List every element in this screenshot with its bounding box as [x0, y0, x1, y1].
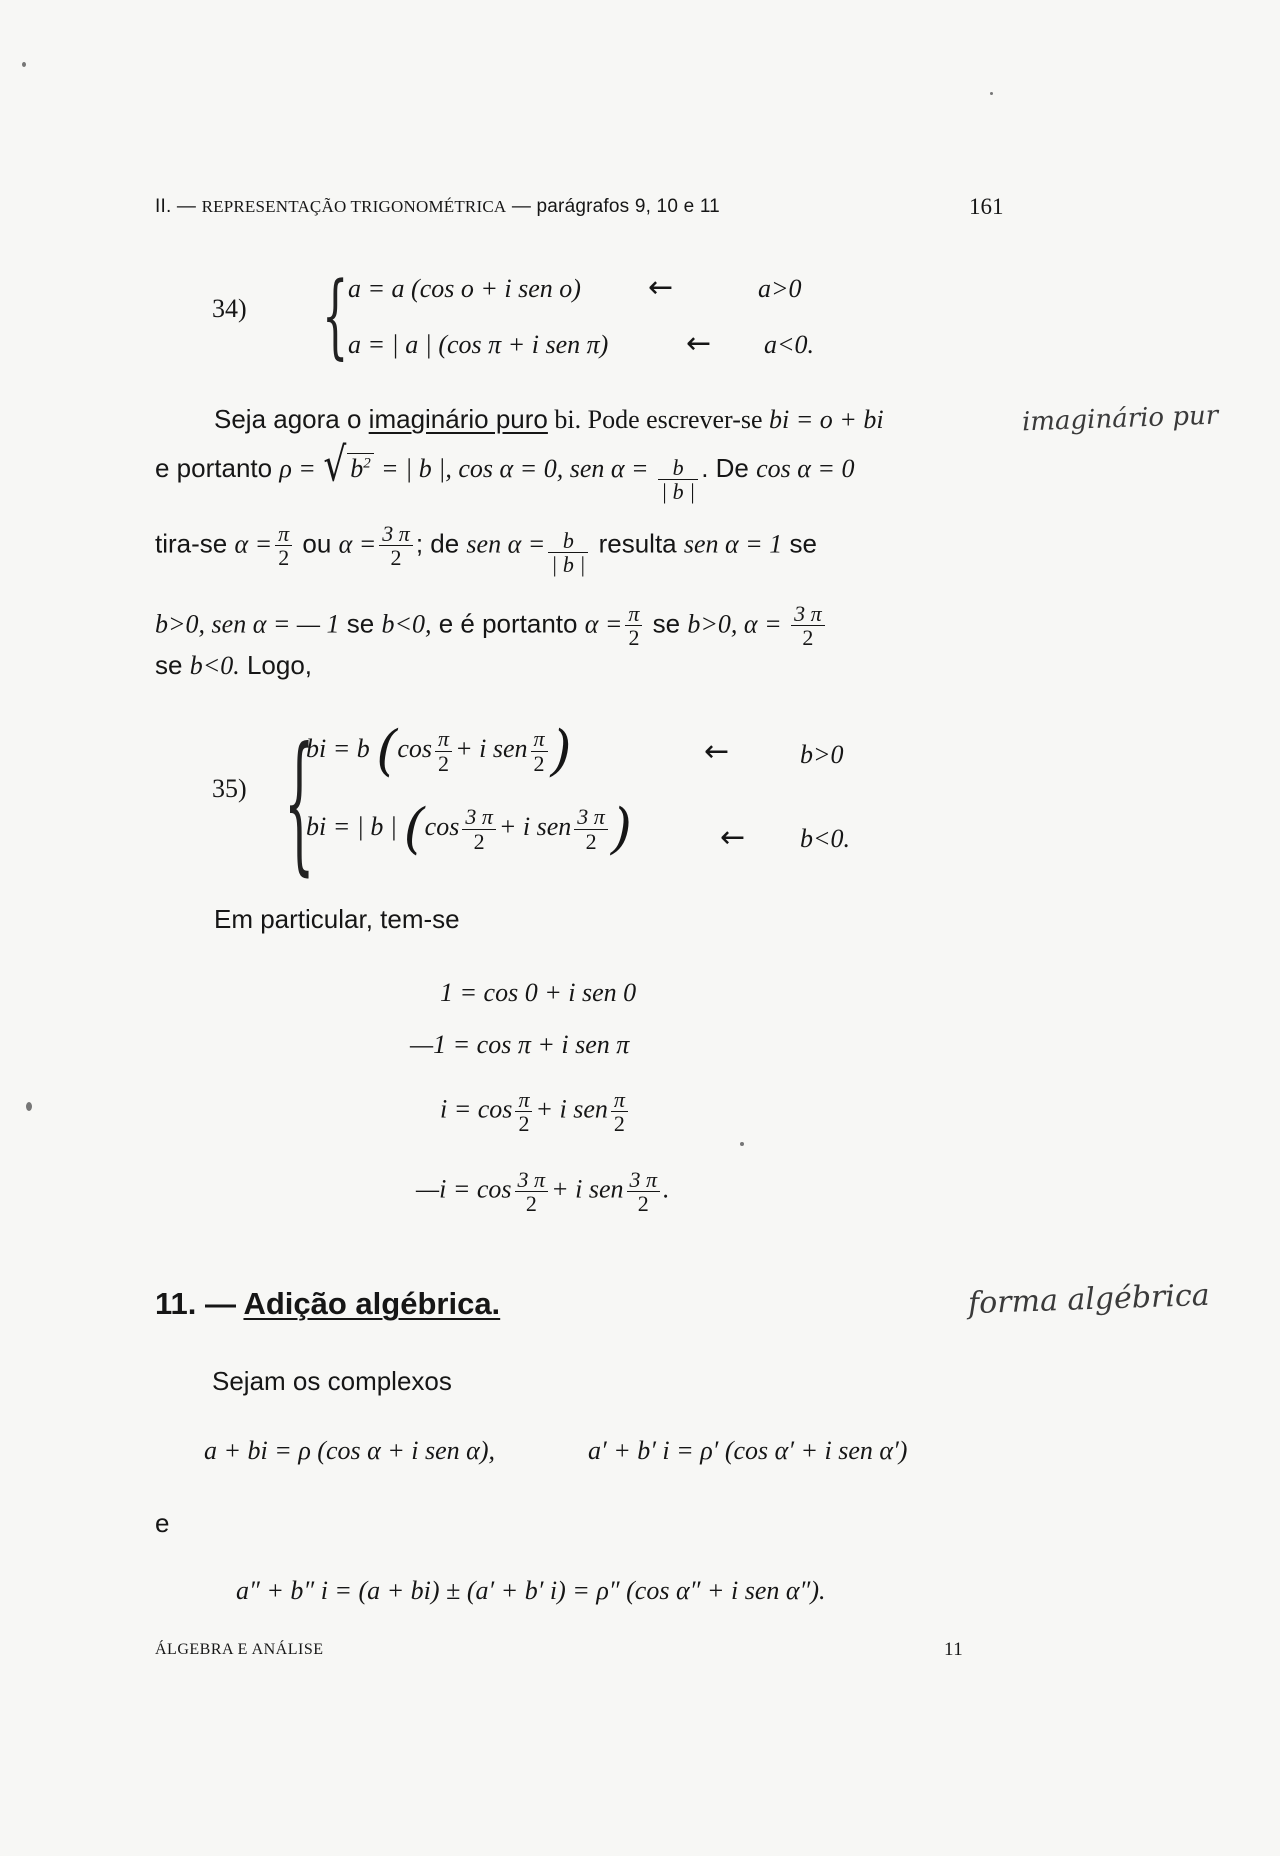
footer-book-title: ÁLGEBRA E ANÁLISE: [155, 1641, 324, 1658]
scan-speck: [990, 92, 993, 95]
section-heading: 11. — Adição algébrica.: [155, 1286, 501, 1321]
scan-speck: [740, 1142, 744, 1146]
arrow-left-icon: ←: [720, 820, 746, 855]
sqrt-icon: √: [323, 438, 347, 492]
scan-speck: [26, 1102, 32, 1111]
complex-eq-1: a + bi = ρ (cos α + i sen α),: [204, 1436, 495, 1465]
paragraph-line-1: Seja agora o imaginário puro bi. Pode escrever-se bi = o + bi: [214, 404, 884, 434]
eq35-condition-1: b>0: [800, 740, 844, 769]
paragraph-line-4: b>0, sen α = — 1 se b<0, e é portanto α = $\frac{\pi}{2}$ se b>0, α = $\frac{3 \pi}{2}$: [155, 602, 828, 649]
eq34-line-1: a = a (cos o + i sen o): [348, 274, 581, 303]
particular-eq-3: i = cos $\frac{\pi}{2}$ + i sen $\frac{\pi}{2}$: [440, 1088, 631, 1135]
handwritten-margin-note: imaginário pur: [1021, 400, 1219, 438]
eq34-condition-1: a>0: [758, 274, 802, 303]
eq34-line-2: a = | a | (cos π + i sen π): [348, 330, 609, 359]
eq34-condition-2: a<0.: [764, 330, 815, 359]
handwritten-margin-note: forma algébrica: [967, 1277, 1211, 1322]
footer-signature-number: 11: [944, 1639, 964, 1660]
arrow-left-icon: ←: [686, 326, 712, 361]
particular-eq-4: —i = cos $\frac{3 \pi}{2}$ + i sen $\frac{3 \pi}{2}$ .: [416, 1167, 670, 1217]
running-head: II. — REPRESENTAÇÃO TRIGONOMÉTRICA — parágrafos 9, 10 e 11: [155, 196, 720, 217]
paragraph-line-3: tira-se α = $\frac{\pi}{2}$ ou α = $\frac{3 \pi}{2}$ ; de sen α = $\frac{b}{| b |}$ resulta sen α = 1 se: [155, 521, 817, 578]
scan-speck: [22, 62, 26, 67]
particular-eq-2: —1 = cos π + i sen π: [410, 1030, 630, 1059]
equation-number-35: 35): [212, 774, 247, 803]
equation-number-34: 34): [212, 294, 247, 323]
particular-eq-1: 1 = cos 0 + i sen 0: [440, 978, 637, 1007]
page-number: 161: [969, 194, 1004, 219]
brace-34: {: [322, 262, 349, 369]
arrow-left-icon: ←: [648, 270, 674, 305]
section-intro: Sejam os complexos: [212, 1366, 452, 1396]
brace-35: {: [284, 716, 315, 890]
eq35-condition-2: b<0.: [800, 824, 851, 853]
paragraph-line-2: e portanto ρ = √ $b^2$ = | b |, cos α = 0, sen α = $\frac{b}{| b |}$ . De cos α = 0: [155, 438, 855, 504]
eq35-line-2: bi = | b | (cos $\frac{3 \pi}{2}$ + i sen $\frac{3 \pi}{2}$ ): [306, 797, 632, 860]
eq35-line-1: bi = b (cos $\frac{\pi}{2}$ + i sen $\frac{\pi}{2}$ ): [306, 719, 572, 782]
sum-equation: a″ + b″ i = (a + bi) ± (a′ + b′ i) = ρ″ (cos α″ + i sen α″).: [236, 1576, 826, 1605]
conjunction-e: e: [155, 1508, 170, 1538]
complex-eq-2: a′ + b′ i = ρ′ (cos α′ + i sen α′): [588, 1436, 908, 1465]
particular-intro: Em particular, tem-se: [214, 904, 460, 934]
arrow-left-icon: ←: [704, 734, 730, 769]
paragraph-line-5: se b<0. Logo,: [155, 650, 313, 680]
